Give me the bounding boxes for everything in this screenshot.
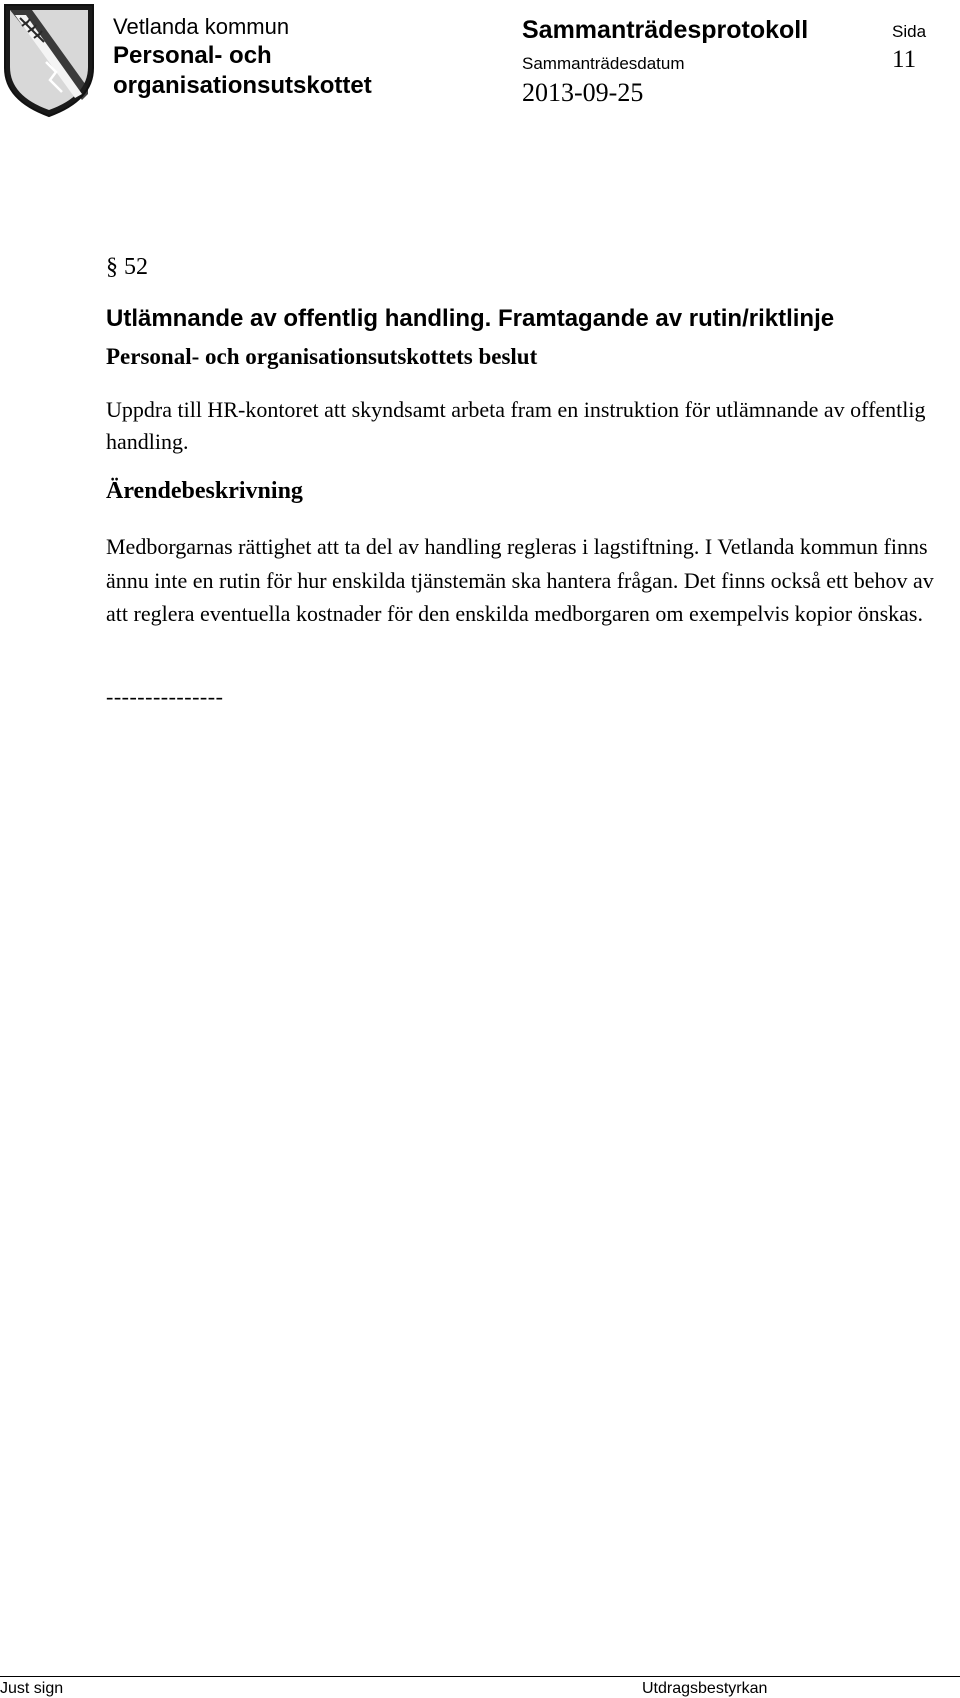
section-separator: --------------- <box>106 684 224 709</box>
organization-name: Vetlanda kommun <box>113 14 290 39</box>
description-heading: Ärendebeskrivning <box>106 478 303 504</box>
municipal-coat-of-arms-icon <box>2 2 96 118</box>
footer-divider <box>0 1676 960 1677</box>
footer-utdragsbestyrkan-label: Utdragsbestyrkan <box>642 1680 768 1697</box>
page-number: 11 <box>892 46 917 73</box>
footer-just-sign-label: Just sign <box>0 1680 64 1697</box>
meeting-date-label: Sammanträdesdatum <box>522 54 685 73</box>
decision-heading: Personal- och organisationsutskottets beslut <box>106 344 538 369</box>
document-type: Sammanträdesprotokoll <box>522 16 809 44</box>
committee-name-line2: organisationsutskottet <box>113 72 372 99</box>
section-title: Utlämnande av offentlig handling. Framtagande av rutin/riktlinje <box>106 305 835 332</box>
decision-text: Uppdra till HR-kontoret att skyndsamt arbeta fram en instruktion för utlämnande av offentlig handling. <box>106 397 926 454</box>
description-text: Medborgarnas rättighet att ta del av handling regleras i lagstiftning. I Vetlanda kommun finns ännu inte en rutin för hur enskilda tjänstemän ska hantera frågan. Det finns också ett behov av att reglera eventuella kostnader för den enskilda medborgaren om exempelvis kopior önskas. <box>106 534 934 626</box>
committee-name-line1: Personal- och <box>113 42 272 69</box>
protocol-section <box>106 250 946 709</box>
meeting-date: 2013-09-25 <box>522 78 644 107</box>
page-label: Sida <box>892 22 927 41</box>
paragraph-number: § 52 <box>106 254 148 280</box>
